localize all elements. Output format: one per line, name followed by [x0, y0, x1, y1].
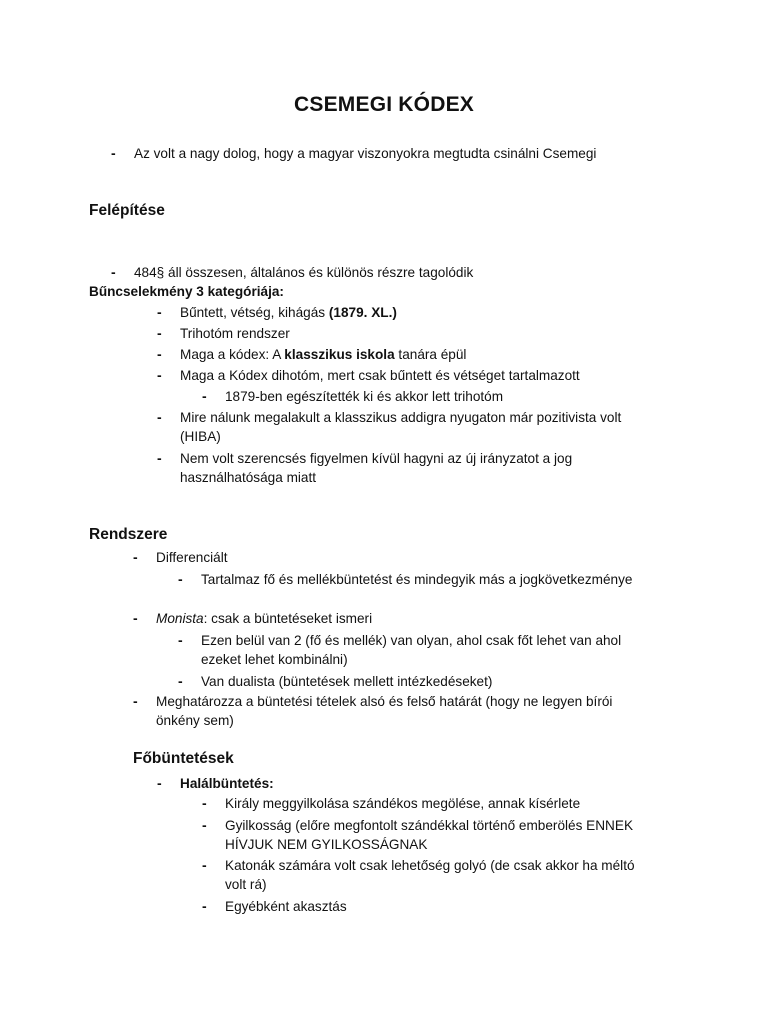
sub-list-item-continuation: HÍVJUK NEM GYILKOSSÁGNAK [225, 837, 428, 852]
bullet-dash: - [133, 693, 138, 709]
list-item: 484§ áll összesen, általános és különös részre tagolódik [134, 265, 474, 280]
list-item: Halálbüntetés: [180, 776, 274, 791]
list-item: Nem volt szerencsés figyelmen kívül hagyni az új irányzatot a jog [180, 451, 573, 466]
list-item-text: Bűntett, vétség, kihágás [180, 305, 329, 320]
list-item-continuation: (HIBA) [180, 429, 221, 444]
list-item-bold: klasszikus iskola [284, 347, 395, 362]
list-item-continuation: önkény sem) [156, 713, 234, 728]
section-heading-fobuntetesek: Főbüntetések [133, 750, 234, 767]
bullet-dash: - [202, 795, 207, 811]
bullet-dash: - [133, 549, 138, 565]
bullet-dash: - [133, 610, 138, 626]
page-title: CSEMEGI KÓDEX [294, 93, 474, 116]
bullet-dash: - [157, 304, 162, 320]
bullet-dash: - [178, 632, 183, 648]
bullet-dash: - [157, 346, 162, 362]
sub-list-item: Gyilkosság (előre megfontolt szándékkal történő emberölés ENNEK [225, 818, 634, 833]
sub-list-item: Katonák számára volt csak lehetőség golyó (de csak akkor ha méltó [225, 858, 635, 873]
list-item [180, 345, 466, 364]
list-item-italic: Monista [156, 611, 204, 626]
section-heading-rendszere: Rendszere [89, 526, 168, 543]
bullet-dash: - [111, 264, 116, 280]
bullet-dash: - [202, 898, 207, 914]
list-item: Trihotóm rendszer [180, 326, 290, 341]
subheading: Bűncselekmény 3 kategóriája: [89, 284, 284, 299]
list-item [180, 303, 397, 322]
sub-list-item: Van dualista (büntetések mellett intézkedéseket) [201, 674, 493, 689]
list-item: Meghatározza a büntetési tételek alsó és felső határát (hogy ne legyen bírói [156, 694, 613, 709]
bullet-dash: - [202, 817, 207, 833]
sub-list-item: Ezen belül van 2 (fő és mellék) van olyan, ahol csak főt lehet van ahol [201, 633, 622, 648]
list-item: Mire nálunk megalakult a klasszikus addigra nyugaton már pozitivista volt [180, 410, 622, 425]
bullet-dash: - [157, 325, 162, 341]
list-item-text: Maga a kódex: A [180, 347, 285, 362]
bullet-dash: - [157, 409, 162, 425]
bullet-dash: - [178, 571, 183, 587]
bullet-dash: - [202, 857, 207, 873]
list-item-text: tanára épül [394, 347, 467, 362]
bullet-dash: - [178, 673, 183, 689]
section-heading-felepitese: Felépítése [89, 202, 165, 219]
list-item-continuation: használhatósága miatt [180, 470, 317, 485]
list-item-bold: (1879. XL.) [328, 305, 397, 320]
sub-list-item: Király meggyilkolása szándékos megölése, annak kísérlete [225, 796, 581, 811]
list-item: Maga a Kódex dihotóm, mert csak bűntett és vétséget tartalmazott [180, 368, 580, 383]
sub-list-item: Tartalmaz fő és mellékbüntetést és mindegyik más a jogkövetkezménye [201, 572, 633, 587]
list-item-text: : csak a büntetéseket ismeri [203, 611, 373, 626]
bullet-dash: - [157, 450, 162, 466]
list-item [156, 609, 372, 628]
sub-list-item: 1879-ben egészítették ki és akkor lett trihotóm [225, 389, 504, 404]
bullet-dash: - [202, 388, 207, 404]
bullet-dash: - [111, 145, 116, 161]
sub-list-item: Egyébként akasztás [225, 899, 347, 914]
sub-list-item-continuation: ezeket lehet kombinálni) [201, 652, 348, 667]
list-item: Differenciált [156, 550, 228, 565]
bullet-dash: - [157, 367, 162, 383]
sub-list-item-continuation: volt rá) [225, 877, 267, 892]
intro-text: Az volt a nagy dolog, hogy a magyar viszonyokra megtudta csinálni Csemegi [134, 146, 597, 161]
bullet-dash: - [157, 775, 162, 791]
